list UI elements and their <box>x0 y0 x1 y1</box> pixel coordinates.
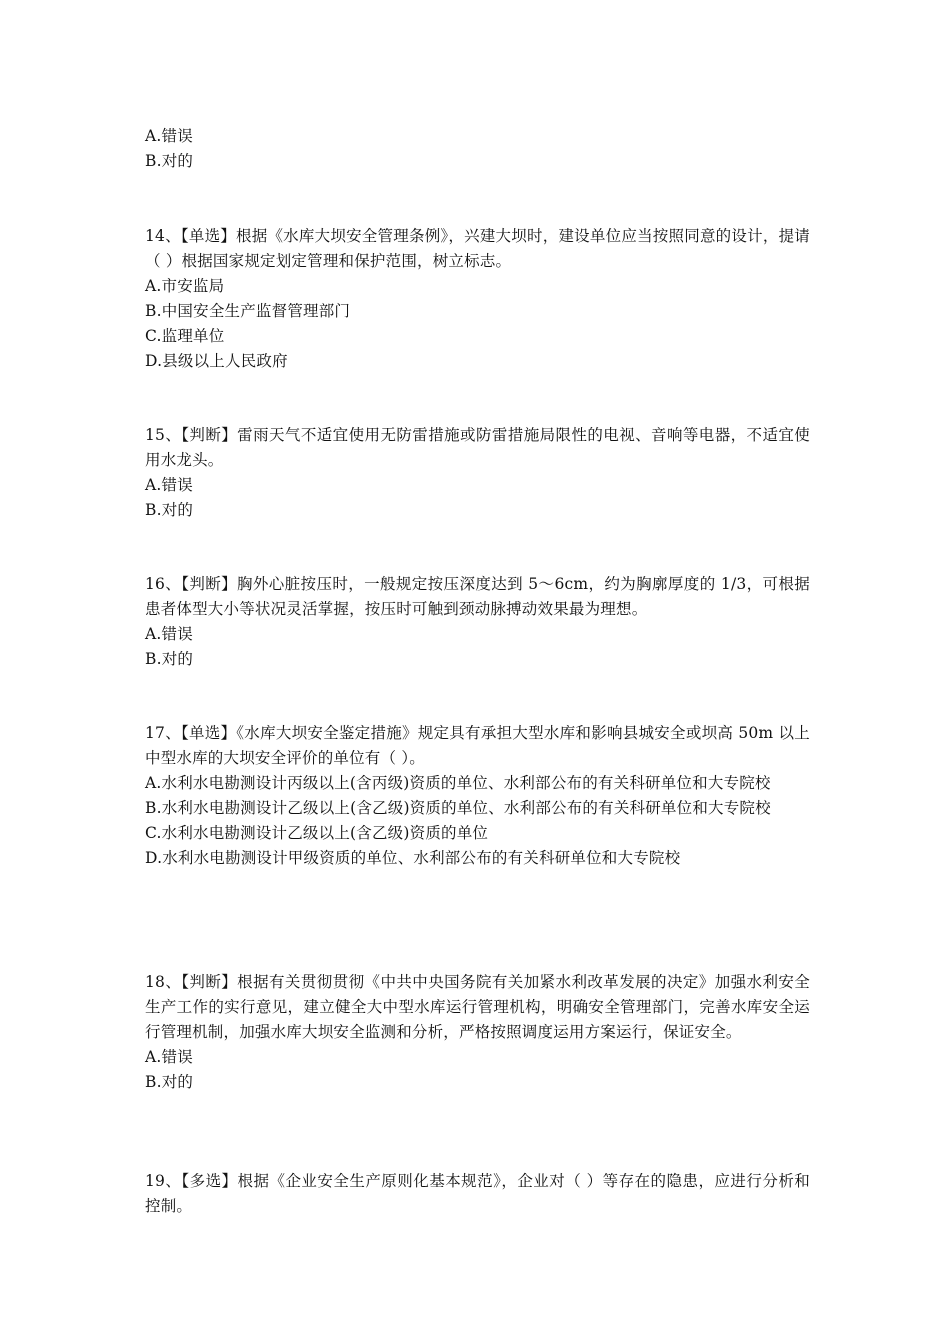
option-b: B.水利水电勘测设计乙级以上(含乙级)资质的单位、水利部公布的有关科研单位和大专院校 <box>145 799 771 817</box>
option-a: A.市安监局 <box>145 277 225 295</box>
option-a: A.错误 <box>145 1048 193 1066</box>
option-b: B.对的 <box>145 152 194 170</box>
option-b: B.对的 <box>145 1073 194 1091</box>
question-stem: 17、【单选】《水库大坝安全鉴定措施》规定具有承担大型水库和影响县城安全或坝高 50m 以上中型水库的大坝安全评价的单位有（ ）。 <box>145 724 810 767</box>
option-d: D.县级以上人民政府 <box>145 352 288 370</box>
option-a: A.错误 <box>145 476 193 494</box>
question-13-tail <box>145 124 810 174</box>
option-c: C.监理单位 <box>145 327 225 345</box>
option-a: A.错误 <box>145 127 193 145</box>
question-19 <box>145 1169 810 1219</box>
question-stem: 19、【多选】根据《企业安全生产原则化基本规范》，企业对（ ）等存在的隐患，应进行分析和控制。 <box>145 1172 810 1215</box>
question-16 <box>145 572 810 672</box>
question-15 <box>145 423 810 523</box>
option-c: C.水利水电勘测设计乙级以上(含乙级)资质的单位 <box>145 824 489 842</box>
question-14 <box>145 224 810 374</box>
option-d: D.水利水电勘测设计甲级资质的单位、水利部公布的有关科研单位和大专院校 <box>145 849 681 867</box>
question-stem: 18、【判断】根据有关贯彻贯彻《中共中央国务院有关加紧水利改革发展的决定》加强水利安全生产工作的实行意见，建立健全大中型水库运行管理机构，明确安全管理部门，完善水库安全运行管理机制，加强水库大坝安全监测和分析，严格按照调度运用方案运行，保证安全。 <box>145 973 810 1041</box>
question-stem: 16、【判断】胸外心脏按压时，一般规定按压深度达到 5～6cm，约为胸廓厚度的 1/3，可根据患者体型大小等状况灵活掌握，按压时可触到颈动脉搏动效果最为理想。 <box>145 575 810 618</box>
question-stem: 14、【单选】根据《水库大坝安全管理条例》，兴建大坝时，建设单位应当按照同意的设计，提请（ ）根据国家规定划定管理和保护范围，树立标志。 <box>145 227 810 270</box>
option-b: B.中国安全生产监督管理部门 <box>145 302 351 320</box>
option-b: B.对的 <box>145 501 194 519</box>
question-stem: 15、【判断】雷雨天气不适宜使用无防雷措施或防雷措施局限性的电视、音响等电器，不适宜使用水龙头。 <box>145 426 810 469</box>
option-a: A.水利水电勘测设计丙级以上(含丙级)资质的单位、水利部公布的有关科研单位和大专院校 <box>145 774 771 792</box>
question-18 <box>145 970 810 1095</box>
option-b: B.对的 <box>145 650 194 668</box>
option-a: A.错误 <box>145 625 193 643</box>
question-17 <box>145 721 810 871</box>
